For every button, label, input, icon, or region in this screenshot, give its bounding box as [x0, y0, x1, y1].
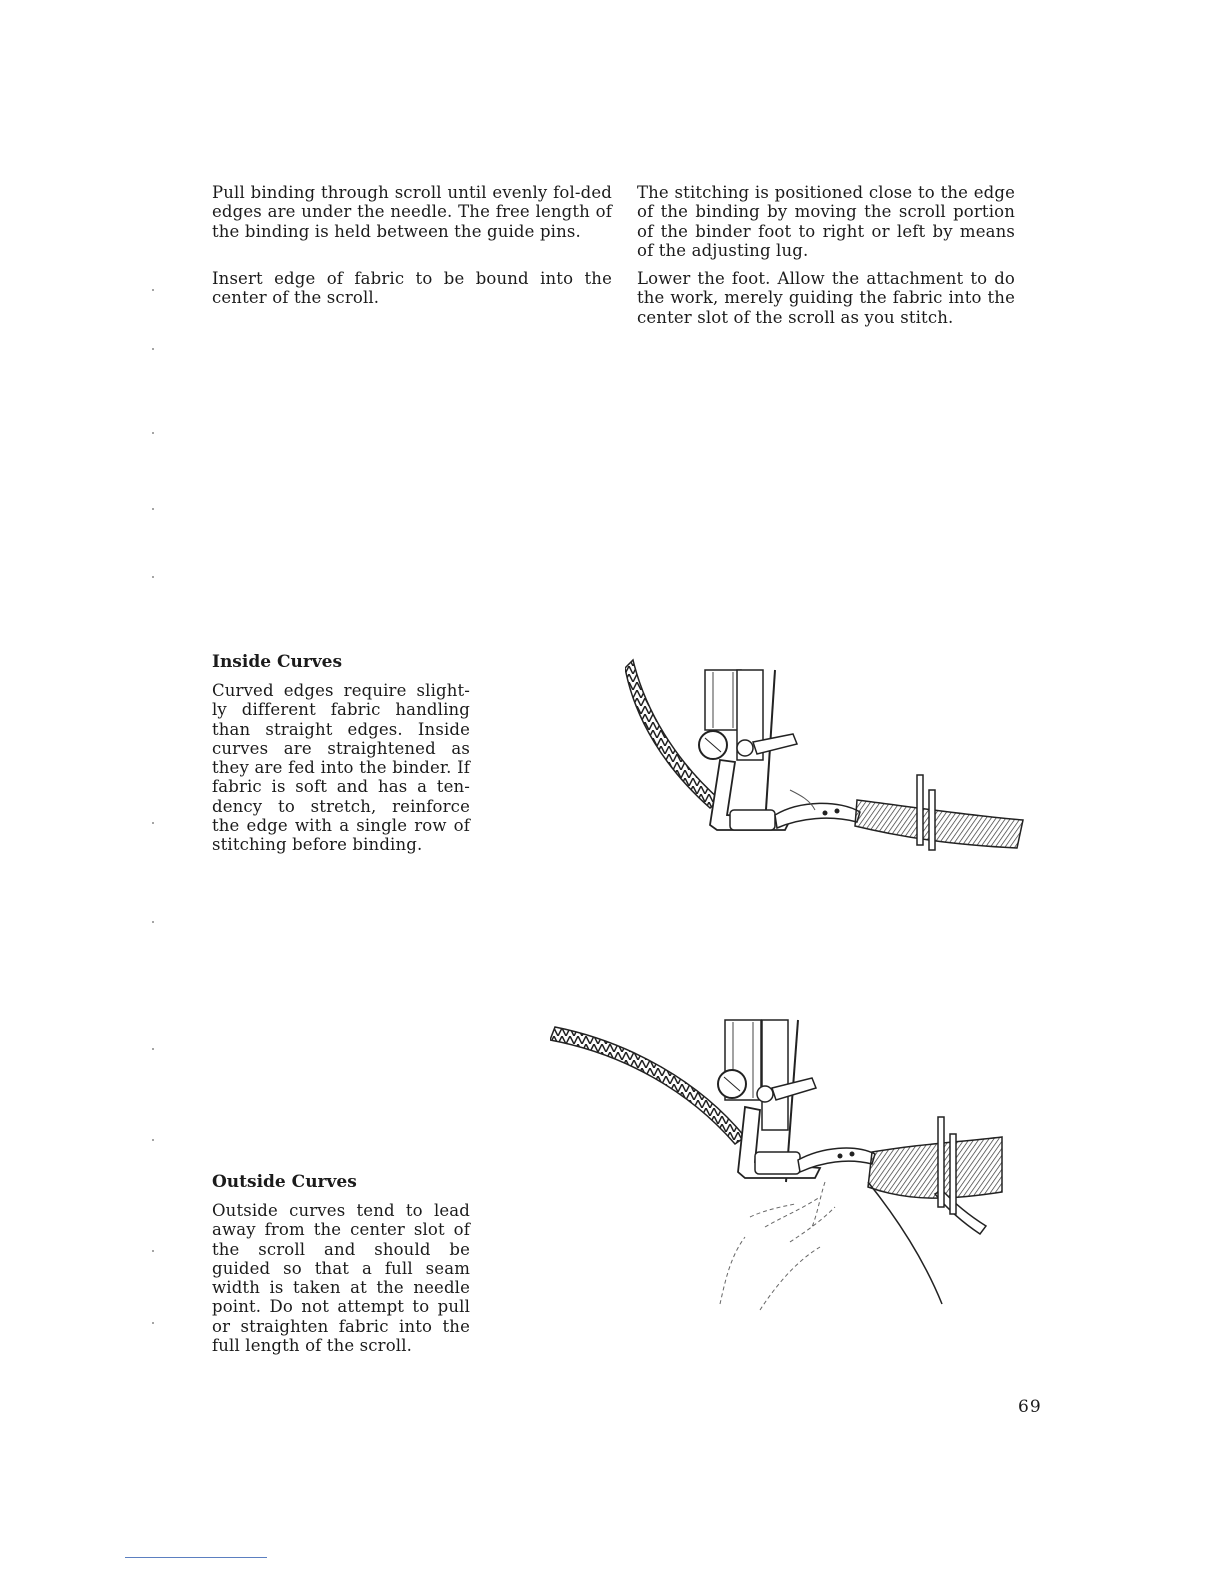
- intro-left-paragraph-2: Insert edge of fabric to be bound into the center of the scroll.: [212, 269, 612, 308]
- page-number: 69: [1018, 1397, 1042, 1417]
- bottom-rule: [125, 1557, 267, 1558]
- scroll: [798, 1148, 875, 1172]
- guiding-hand: [720, 1182, 835, 1310]
- scan-speck: [152, 1139, 154, 1141]
- intro-right-paragraph-1: The stitching is positioned close to the edge of the binding by moving the scroll portion of the binder foot to right or left by means of the adjusting lug.: [637, 183, 1015, 260]
- scan-speck: [152, 1048, 154, 1050]
- scan-speck: [152, 289, 154, 291]
- scan-speck: [152, 576, 154, 578]
- scan-speck: [152, 921, 154, 923]
- fabric-curve-edge: [868, 1182, 942, 1304]
- scan-speck: [152, 1322, 154, 1324]
- guide-pin: [938, 1117, 944, 1207]
- scan-speck: [152, 348, 154, 350]
- fabric: [855, 800, 1023, 848]
- outside-curves-text: Outside curves tend to lead away from the center slot of the scroll and should be guided so that a full seam width is taken at the needle point. Do not attempt to pull or straighten fabric into the full length of the scroll.: [212, 1201, 470, 1356]
- intro-right-paragraph-2: Lower the foot. Allow the attachment to do the work, merely guiding the fabric into the center slot of the scroll as you stitch.: [637, 269, 1015, 327]
- guide-pin: [917, 775, 923, 845]
- inside-curves-heading: Inside Curves: [212, 652, 343, 672]
- scan-speck: [152, 508, 154, 510]
- scan-speck: [152, 1250, 154, 1252]
- guide-pin: [929, 790, 935, 850]
- needle-bar: [762, 1020, 788, 1130]
- presser-bar: [705, 670, 741, 730]
- inside-curve-illustration: [625, 650, 1025, 860]
- outside-curve-illustration: [550, 1012, 1010, 1312]
- scroll: [775, 803, 860, 828]
- scan-speck: [152, 822, 154, 824]
- outside-curves-heading: Outside Curves: [212, 1172, 357, 1192]
- binding-strip: [550, 1027, 745, 1144]
- guide-pin: [950, 1134, 956, 1214]
- intro-left-paragraph-1: Pull binding through scroll until evenly fol-ded edges are under the needle. The free length of the binding is held between the guide pins.: [212, 183, 612, 241]
- fabric: [868, 1137, 1002, 1198]
- scan-speck: [152, 432, 154, 434]
- inside-curves-text: Curved edges require slight-ly different fabric handling than straight edges. Inside curves are straightened as they are fed into the binder. If fabric is soft and has a ten-dency to stretch, reinforce the edge with a single row of stitching before binding.: [212, 681, 470, 855]
